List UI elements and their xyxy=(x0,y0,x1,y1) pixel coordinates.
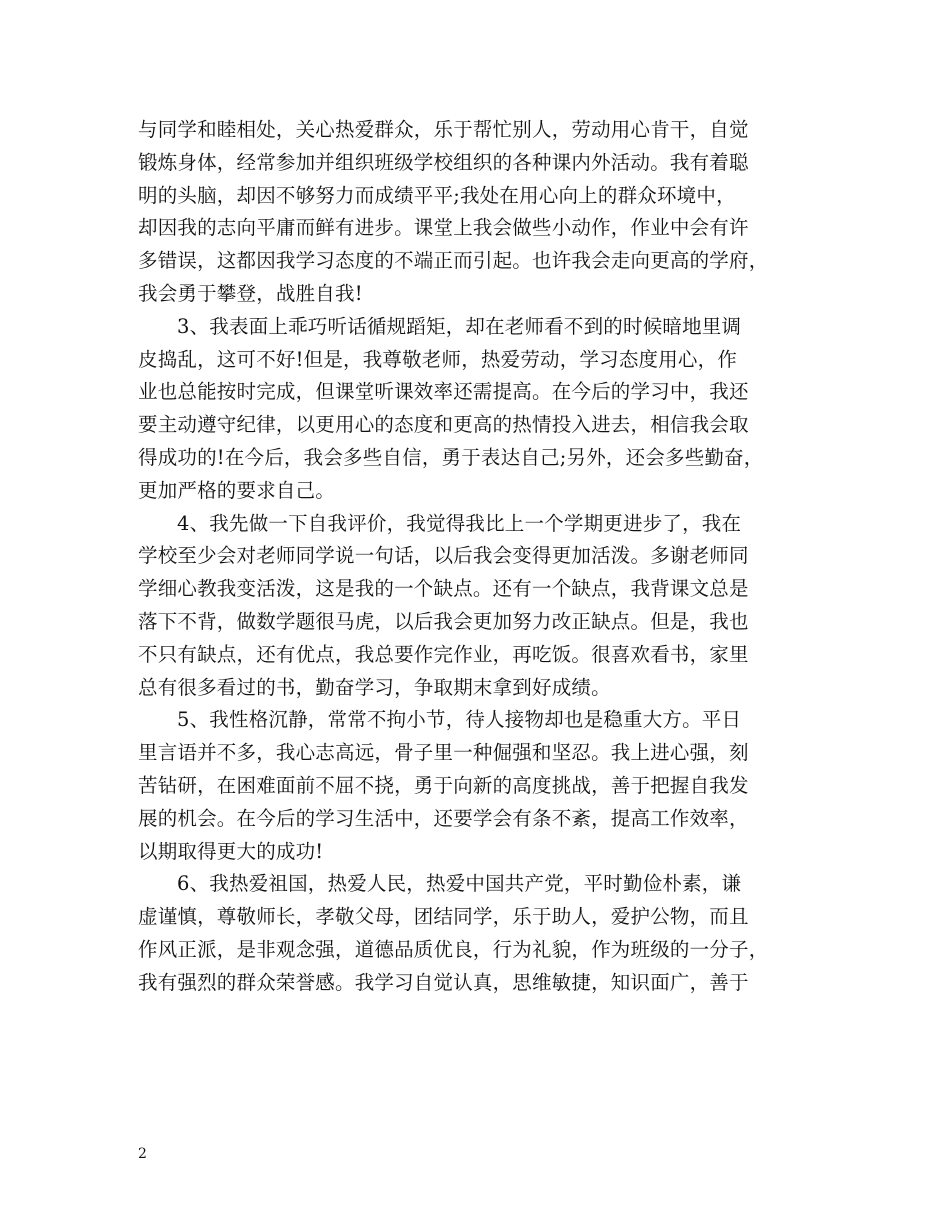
text-line: 我会勇于攀登，战胜自我! xyxy=(138,281,363,305)
text-line: 落下不背，做数学题很马虎，以后我会更加努力改正缺点。但是，我也 xyxy=(138,609,749,633)
text-line: 锻炼身体，经常参加并组织班级学校组织的各种课内外活动。我有着聪 xyxy=(138,150,749,174)
text-line: 总有很多看过的书，勤奋学习，争取期末拿到好成绩。 xyxy=(138,675,611,699)
text-line: 不只有缺点，还有优点，我总要作完作业，再吃饭。很喜欢看书，家里 xyxy=(138,642,749,666)
text-line: 6、我热爱祖国，热爱人民，热爱中国共产党，平时勤俭朴素，谦 xyxy=(177,872,742,896)
paragraph-3 xyxy=(138,311,818,508)
text-line: 作风正派，是非观念强，道德品质优良，行为礼貌，作为班级的一分子， xyxy=(138,937,769,961)
text-line: 明的头脑，却因不够努力而成绩平平;我处在用心向上的群众环境中， xyxy=(138,183,736,207)
text-line: 4、我先做一下自我评价，我觉得我比上一个学期更进步了，我在 xyxy=(177,511,742,535)
text-line: 我有强烈的群众荣誉感。我学习自觉认真，思维敏捷，知识面广，善于 xyxy=(138,970,749,994)
text-line: 得成功的!在今后，我会多些自信，勇于表达自己;另外，还会多些勤奋， xyxy=(138,445,764,469)
text-line: 业也总能按时完成，但课堂听课效率还需提高。在今后的学习中，我还 xyxy=(138,380,749,404)
document-body xyxy=(138,114,818,1000)
text-line: 更加严格的要求自己。 xyxy=(138,478,336,502)
paragraph-4 xyxy=(138,508,818,705)
text-line: 5、我性格沉静，常常不拘小节，待人接物却也是稳重大方。平日 xyxy=(177,708,742,732)
text-line: 要主动遵守纪律，以更用心的态度和更高的热情投入进去，相信我会取 xyxy=(138,413,749,437)
text-line: 展的机会。在今后的学习生活中，还要学会有条不紊，提高工作效率， xyxy=(138,806,749,830)
text-line: 苦钻研，在困难面前不屈不挠，勇于向新的高度挑战，善于把握自我发 xyxy=(138,773,749,797)
text-line: 皮捣乱，这可不好!但是，我尊敬老师，热爱劳动，学习态度用心，作 xyxy=(138,347,738,371)
text-line: 虚谨慎，尊敬师长，孝敬父母，团结同学，乐于助人，爱护公物，而且 xyxy=(138,905,749,929)
text-line: 学校至少会对老师同学说一句话，以后我会变得更加活泼。多谢老师同 xyxy=(138,544,749,568)
paragraph-continued xyxy=(138,114,818,311)
text-line: 以期取得更大的成功! xyxy=(138,839,324,863)
paragraph-6 xyxy=(138,868,818,999)
text-line: 却因我的志向平庸而鲜有进步。课堂上我会做些小动作，作业中会有许 xyxy=(138,216,749,240)
paragraph-5 xyxy=(138,704,818,868)
text-line: 3、我表面上乖巧听话循规蹈矩，却在老师看不到的时候暗地里调 xyxy=(177,314,742,338)
text-line: 与同学和睦相处，关心热爱群众，乐于帮忙别人，劳动用心肯干，自觉 xyxy=(138,118,749,141)
text-line: 学细心教我变活泼，这是我的一个缺点。还有一个缺点，我背课文总是 xyxy=(138,577,749,601)
text-line: 多错误，这都因我学习态度的不端正而引起。也许我会走向更高的学府， xyxy=(138,249,769,273)
text-line: 里言语并不多，我心志高远，骨子里一种倔强和坚忍。我上进心强，刻 xyxy=(138,741,749,765)
page-number: 2 xyxy=(138,1146,147,1162)
